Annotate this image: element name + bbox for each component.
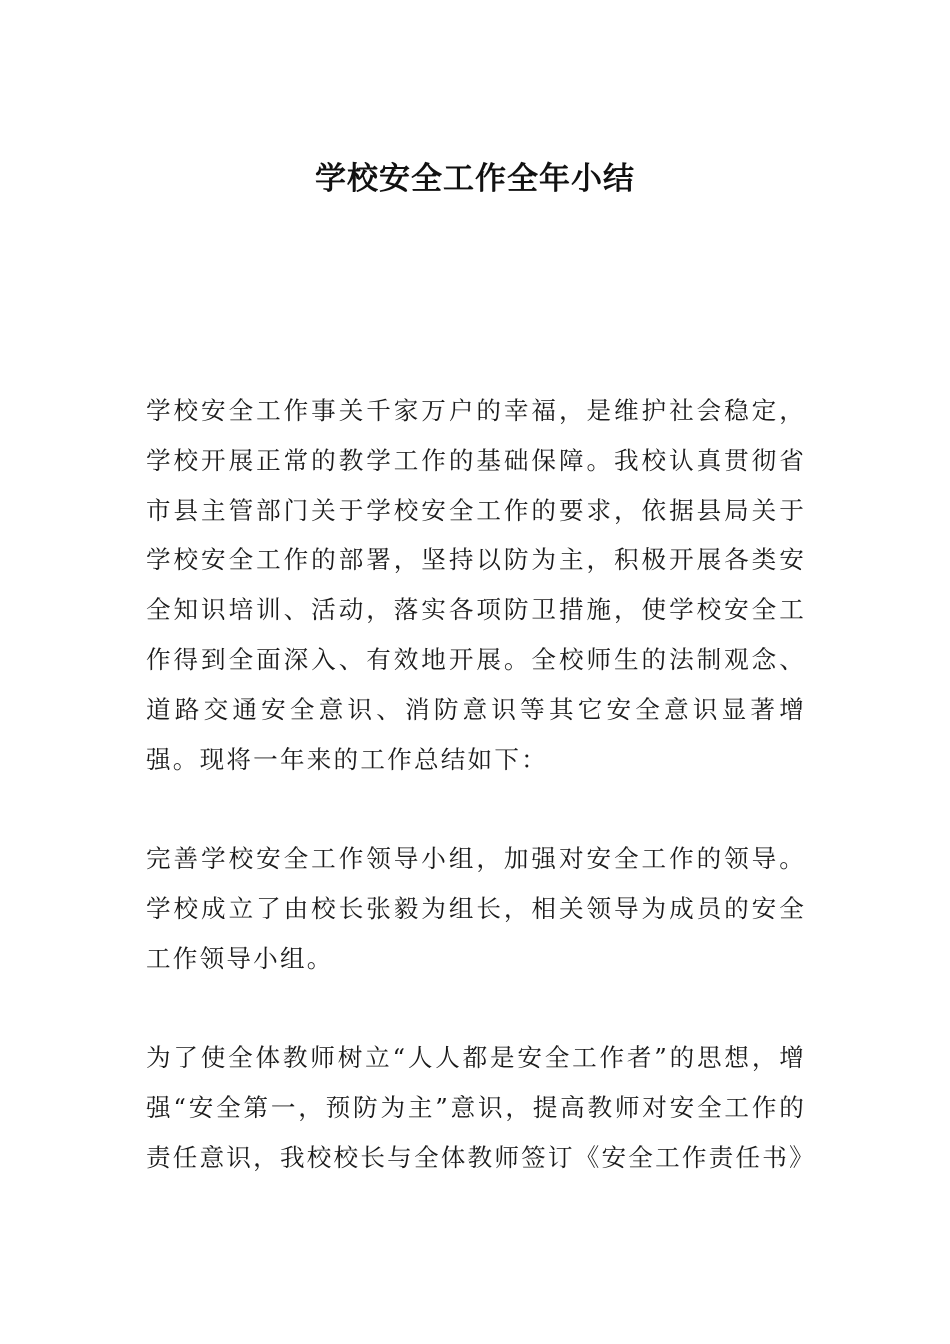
- paragraph-spacer: [146, 984, 806, 1034]
- paragraph-responsibility: 为了使全体教师树立“人人都是安全工作者”的思想，增强“安全第一，预防为主”意识，提高教师对安全工作的责任意识，我校校长与全体教师签订《安全工作责任书》: [146, 1043, 816, 1172]
- paragraph-intro: 学校安全工作事关千家万户的幸福，是维护社会稳定，学校开展正常的教学工作的基础保障。我校认真贯彻省市县主管部门关于学校安全工作的要求，依据县局关于学校安全工作的部署，坚持以防为主，积极开展各类安全知识培训、活动，落实各项防卫措施，使学校安全工作得到全面深入、有效地开展。全校师生的法制观念、道路交通安全意识、消防意识等其它安全意识显著增强。现将一年来的工作总结如下：: [146, 396, 806, 774]
- document-title: 学校安全工作全年小结: [315, 161, 635, 197]
- paragraph-leadership: 完善学校安全工作领导小组，加强对安全工作的领导。学校成立了由校长张毅为组长，相关领导为成员的安全工作领导小组。: [146, 844, 806, 973]
- document-body: [146, 386, 816, 1183]
- paragraph-spacer: [146, 784, 806, 834]
